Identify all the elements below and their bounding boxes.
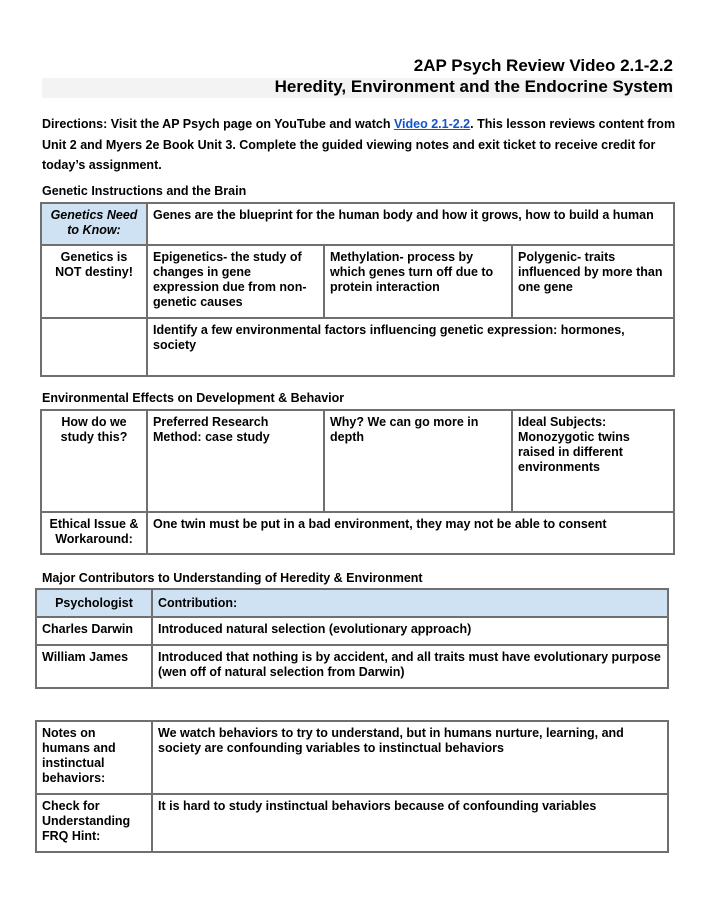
directions-text-end: . This lesson reviews content from Unit 2 and Myers 2e Book Unit 3. Complete the guided viewing notes and exit ticket to receive credit for today’s assignment.: [42, 117, 676, 172]
environment-table: [40, 409, 675, 555]
psychologist-contribution: Introduced natural selection (evolutionary approach): [152, 617, 668, 645]
genetics-destiny-label: Genetics is NOT destiny!: [41, 245, 147, 318]
why-cell: Why? We can go more in depth: [324, 410, 512, 512]
psychologist-header: Psychologist: [36, 589, 152, 617]
psychologist-name: William James: [36, 645, 152, 688]
ethical-issue-label: Ethical Issue & Workaround:: [41, 512, 147, 554]
epigenetics-cell: Epigenetics- the study of changes in gene expression due from non-genetic causes: [147, 245, 324, 318]
ethical-issue-text: One twin must be put in a bad environment, they may not be able to consent: [147, 512, 674, 554]
video-link[interactable]: Video 2.1-2.2: [393, 117, 471, 131]
document-title: 2AP Psych Review Video 2.1-2.2: [413, 56, 673, 75]
notes-instinct-text: We watch behaviors to try to understand, but in humans nurture, learning, and society are confounding variables to instinctual behaviors: [152, 721, 668, 794]
section-heading-contributors: Major Contributors to Understanding of Heredity & Environment: [42, 571, 423, 585]
section-heading-environment: Environmental Effects on Development & Behavior: [42, 391, 345, 405]
psychologist-name: Charles Darwin: [36, 617, 152, 645]
table-row: [36, 645, 668, 688]
contribution-header: Contribution:: [152, 589, 668, 617]
table-row: [36, 617, 668, 645]
methylation-cell: Methylation- process by which genes turn off due to protein interaction: [324, 245, 512, 318]
frq-hint-label: Check for Understanding FRQ Hint:: [36, 794, 152, 852]
polygenic-cell: Polygenic- traits influenced by more than one gene: [512, 245, 674, 318]
section-heading-genetics: Genetic Instructions and the Brain: [42, 184, 247, 198]
directions-paragraph: [42, 114, 677, 176]
genetics-need-text: Genes are the blueprint for the human body and how it grows, how to build a human: [147, 203, 674, 245]
ideal-subjects-cell: Ideal Subjects: Monozygotic twins raised in different environments: [512, 410, 674, 512]
environmental-factors-cell: Identify a few environmental factors influencing genetic expression: hormones, society: [147, 318, 674, 376]
directions-text-start: Directions: Visit the AP Psych page on YouTube and watch: [42, 117, 394, 131]
genetics-table: [40, 202, 675, 377]
frq-hint-text: It is hard to study instinctual behaviors because of confounding variables: [152, 794, 668, 852]
document-subtitle: Heredity, Environment and the Endocrine System: [274, 77, 673, 96]
notes-instinct-label: Notes on humans and instinctual behaviors:: [36, 721, 152, 794]
research-method-cell: Preferred Research Method: case study: [147, 410, 324, 512]
genetics-need-label: Genetics Need to Know:: [41, 203, 147, 245]
contributors-table: [35, 588, 669, 689]
psychologist-contribution: Introduced that nothing is by accident, and all traits must have evolutionary purpose (wen off of natural selection from Darwin): [152, 645, 668, 688]
notes-table: [35, 720, 669, 853]
how-study-label: How do we study this?: [41, 410, 147, 512]
empty-label-cell: [41, 318, 147, 376]
